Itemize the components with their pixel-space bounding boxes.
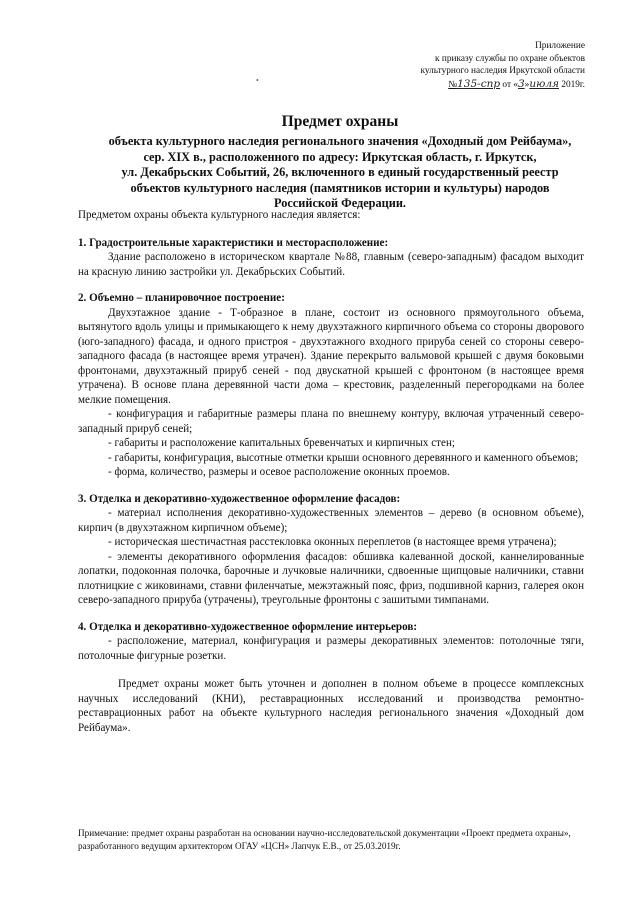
footnote: Примечание: предмет охраны разработан на основании научно-исследовательской документации «Проект предмета охраны», разработанного ведущим архитектором ОГАУ «ЦСН» Лапчук Е.В., от 25.03.2019г. (78, 828, 571, 851)
order-date-day: 3 (517, 77, 525, 90)
section-3-paragraph-1: - материал исполнения декоративно-художественных элементов – дерево (в основном объеме), кирпич (в двухэтажном кирпичном объеме); (78, 507, 584, 534)
section-4-paragraph-1: - расположение, материал, конфигурация и размеры декоративных элементов: потолочные тяги, потолочные фигурные розетки. (78, 635, 584, 662)
closing-paragraph: Предмет охраны может быть уточнен и дополнен в полном объеме в процессе комплексных научных исследований (КНИ), реставрационных исследований и производства ремонтно-реставрационных работ на объекте культурного наследия регионального значения «Доходный дом Рейбаума». (78, 678, 584, 734)
section-4-title: 4. Отделка и декоративно-художественное оформление интерьеров: (78, 620, 418, 633)
order-date-month: июля (529, 77, 559, 90)
title-line-5: Российской Федерации. (274, 196, 406, 211)
appendix-line-1: Приложение (535, 41, 585, 51)
section-2-paragraph-3: - габариты и расположение капитальных бревенчатых и кирпичных стен; (108, 437, 455, 449)
intro-paragraph: Предметом охраны объекта культурного наследия является: (78, 209, 361, 221)
appendix-line-2: к приказу службы по охране объектов (435, 53, 585, 64)
order-date-year: 2019г. (561, 79, 585, 90)
section-3-paragraph-3: - элементы декоративного оформления фасадов: обшивка калеванной доской, каннелированные лопатки, подоконная полочка, барочные и лучковые наличники, сдвоенные щипцовые наличники, ставни плотницкие с жиковинами, ставни филенчатые, межэтажный пояс, фриз, подшивной карниз, галерея окон северо-западного прируба (утрачены), треугольные фронтоны с зашитыми тимпанами. (78, 550, 584, 606)
title-line-1: объекта культурного наследия регионального значения «Доходный дом Рейбаума», (108, 134, 572, 148)
document-body (78, 208, 584, 735)
section-2-title: 2. Объемно – планировочное построение: (78, 292, 285, 304)
section-3-title: 3. Отделка и декоративно-художественное оформление фасадов: (78, 492, 401, 505)
title-line-3: ул. Декабрьских Событий, 26, включенного в единый государственный реестр (121, 165, 559, 180)
title-line-2: сер. XIX в., расположенного по адресу: Иркутская область, г. Иркутск, (143, 149, 537, 164)
order-number-prefix: № (448, 79, 458, 90)
title-line-4: объектов культурного наследия (памятников истории и культуры) народов (130, 180, 550, 195)
document-title-block (60, 112, 620, 212)
section-2-paragraph-1: Двухэтажное здание - Т-образное в плане, состоит из основного прямоугольного объема, вытянутого вдоль улицы и примыкающего к нему двухэтажного кирпичного объема со стороны дворового (юго-западного) фасада, и одного пристроя - двухэтажного входного прируба сеней со стороны северо-западного фасада (в настоящее время утрачен). Здание перекрыто вальмовой крышей с двумя боковыми фронтонами, двухэтажный прируб сеней - под двускатной крышей с фронтоном (в настоящее время утрачена). В основе плана деревянной части дома – крестовик, разделенный перегородками на более мелкие помещения. (78, 306, 584, 406)
appendix-block (355, 40, 585, 91)
section-2-paragraph-5: - форма, количество, размеры и осевое расположение оконных проемов. (108, 466, 450, 478)
section-1-paragraph-1: Здание расположено в историческом квартале №88, главным (северо-западным) фасадом выходит на красную линию застройки ул. Декабрьских Событий. (78, 251, 584, 278)
order-number-line (355, 78, 585, 92)
section-2-paragraph-4: - габариты, конфигурация, высотные отметки крыши основного деревянного и каменного объемов; (108, 451, 579, 464)
scan-speck: • (256, 76, 259, 85)
document-title: Предмет охраны (281, 113, 399, 130)
order-number-handwritten: 135-спр (457, 77, 501, 90)
order-date-from: от « (502, 79, 518, 90)
section-1-title: 1. Градостроительные характеристики и месторасположение: (78, 236, 389, 249)
appendix-line-3: культурного наследия Иркутской области (420, 66, 585, 77)
order-date-mid: » (524, 79, 530, 90)
section-3-paragraph-2: - историческая шестичастная расстекловка оконных переплетов (в настоящее время утрачена); (108, 536, 557, 548)
section-2-paragraph-2: - конфигурация и габаритные размеры плана по внешнему контуру, включая утраченный северо-западный прируб сеней; (78, 408, 584, 435)
